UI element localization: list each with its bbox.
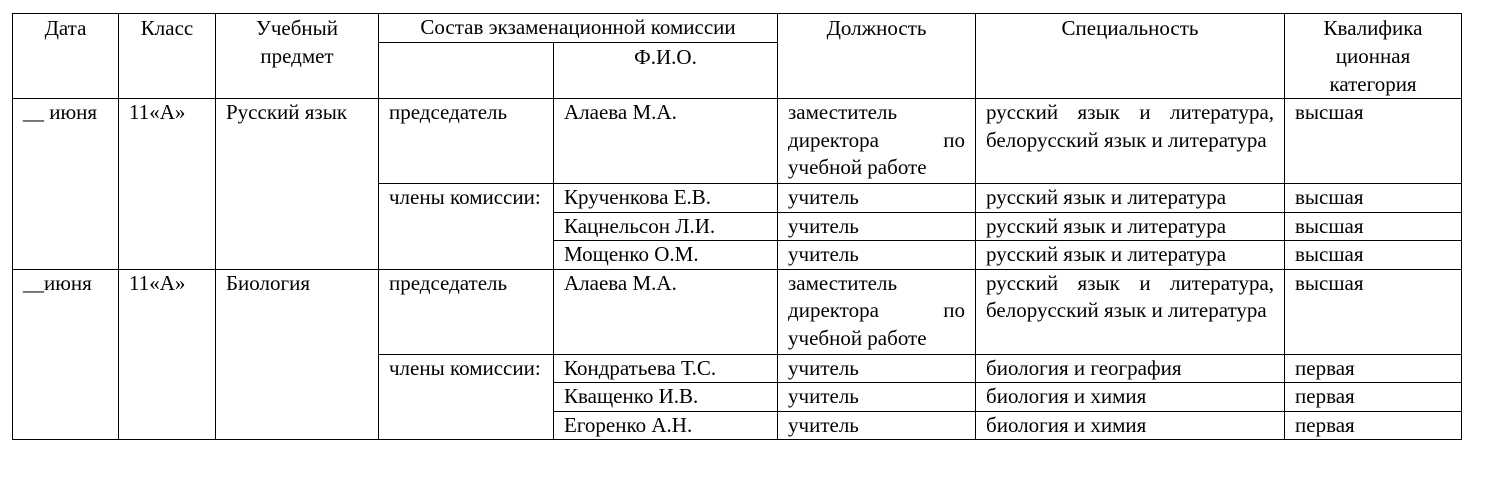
member-name: Кващенко И.В. (554, 383, 778, 412)
member-name: Егоренко А.Н. (554, 411, 778, 440)
member-specialty: русский язык и литература, белорусский язык и литература (976, 99, 1285, 184)
chair-role: председатель (379, 269, 554, 354)
member-position: заместитель директора по учебной работе (778, 99, 976, 184)
member-category: первая (1285, 383, 1462, 412)
member-position: заместитель директора по учебной работе (778, 269, 976, 354)
member-position: учитель (778, 411, 976, 440)
header-specialty: Специальность (976, 14, 1285, 99)
header-position: Должность (778, 14, 976, 99)
header-date: Дата (13, 14, 119, 99)
header-qualification: Квалифика ционная категория (1285, 14, 1462, 99)
member-category: высшая (1285, 99, 1462, 184)
header-subject: Учебный предмет (216, 14, 379, 99)
members-role: члены комиссии: (379, 184, 554, 270)
member-specialty: русский язык и литература, белорусский язык и литература (976, 269, 1285, 354)
header-class: Класс (119, 14, 216, 99)
header-commission-role (379, 43, 554, 99)
member-position: учитель (778, 212, 976, 241)
member-specialty: биология и химия (976, 383, 1285, 412)
member-category: высшая (1285, 269, 1462, 354)
member-position: учитель (778, 184, 976, 213)
member-name: Кацнельсон Л.И. (554, 212, 778, 241)
exam-commission-table (12, 13, 1462, 440)
member-specialty: русский язык и литература (976, 241, 1285, 270)
member-name: Алаева М.А. (554, 269, 778, 354)
block-date: __ июня (13, 99, 119, 270)
member-category: высшая (1285, 184, 1462, 213)
member-specialty: русский язык и литература (976, 184, 1285, 213)
block-class: 11«А» (119, 99, 216, 270)
member-name: Мощенко О.М. (554, 241, 778, 270)
member-category: первая (1285, 411, 1462, 440)
chair-role: председатель (379, 99, 554, 184)
member-name: Крученкова Е.В. (554, 184, 778, 213)
member-position: учитель (778, 383, 976, 412)
member-position: учитель (778, 241, 976, 270)
block-subject: Биология (216, 269, 379, 440)
block-subject: Русский язык (216, 99, 379, 270)
member-name: Алаева М.А. (554, 99, 778, 184)
member-category: первая (1285, 354, 1462, 383)
member-name: Кондратьева Т.С. (554, 354, 778, 383)
member-specialty: биология и химия (976, 411, 1285, 440)
member-specialty: русский язык и литература (976, 212, 1285, 241)
block-class: 11«А» (119, 269, 216, 440)
block-date: __июня (13, 269, 119, 440)
member-position: учитель (778, 354, 976, 383)
members-role: члены комиссии: (379, 354, 554, 440)
member-specialty: биология и география (976, 354, 1285, 383)
header-commission: Состав экзаменационной комиссии (379, 14, 778, 43)
member-category: высшая (1285, 241, 1462, 270)
member-category: высшая (1285, 212, 1462, 241)
header-fio: Ф.И.О. (554, 43, 778, 99)
